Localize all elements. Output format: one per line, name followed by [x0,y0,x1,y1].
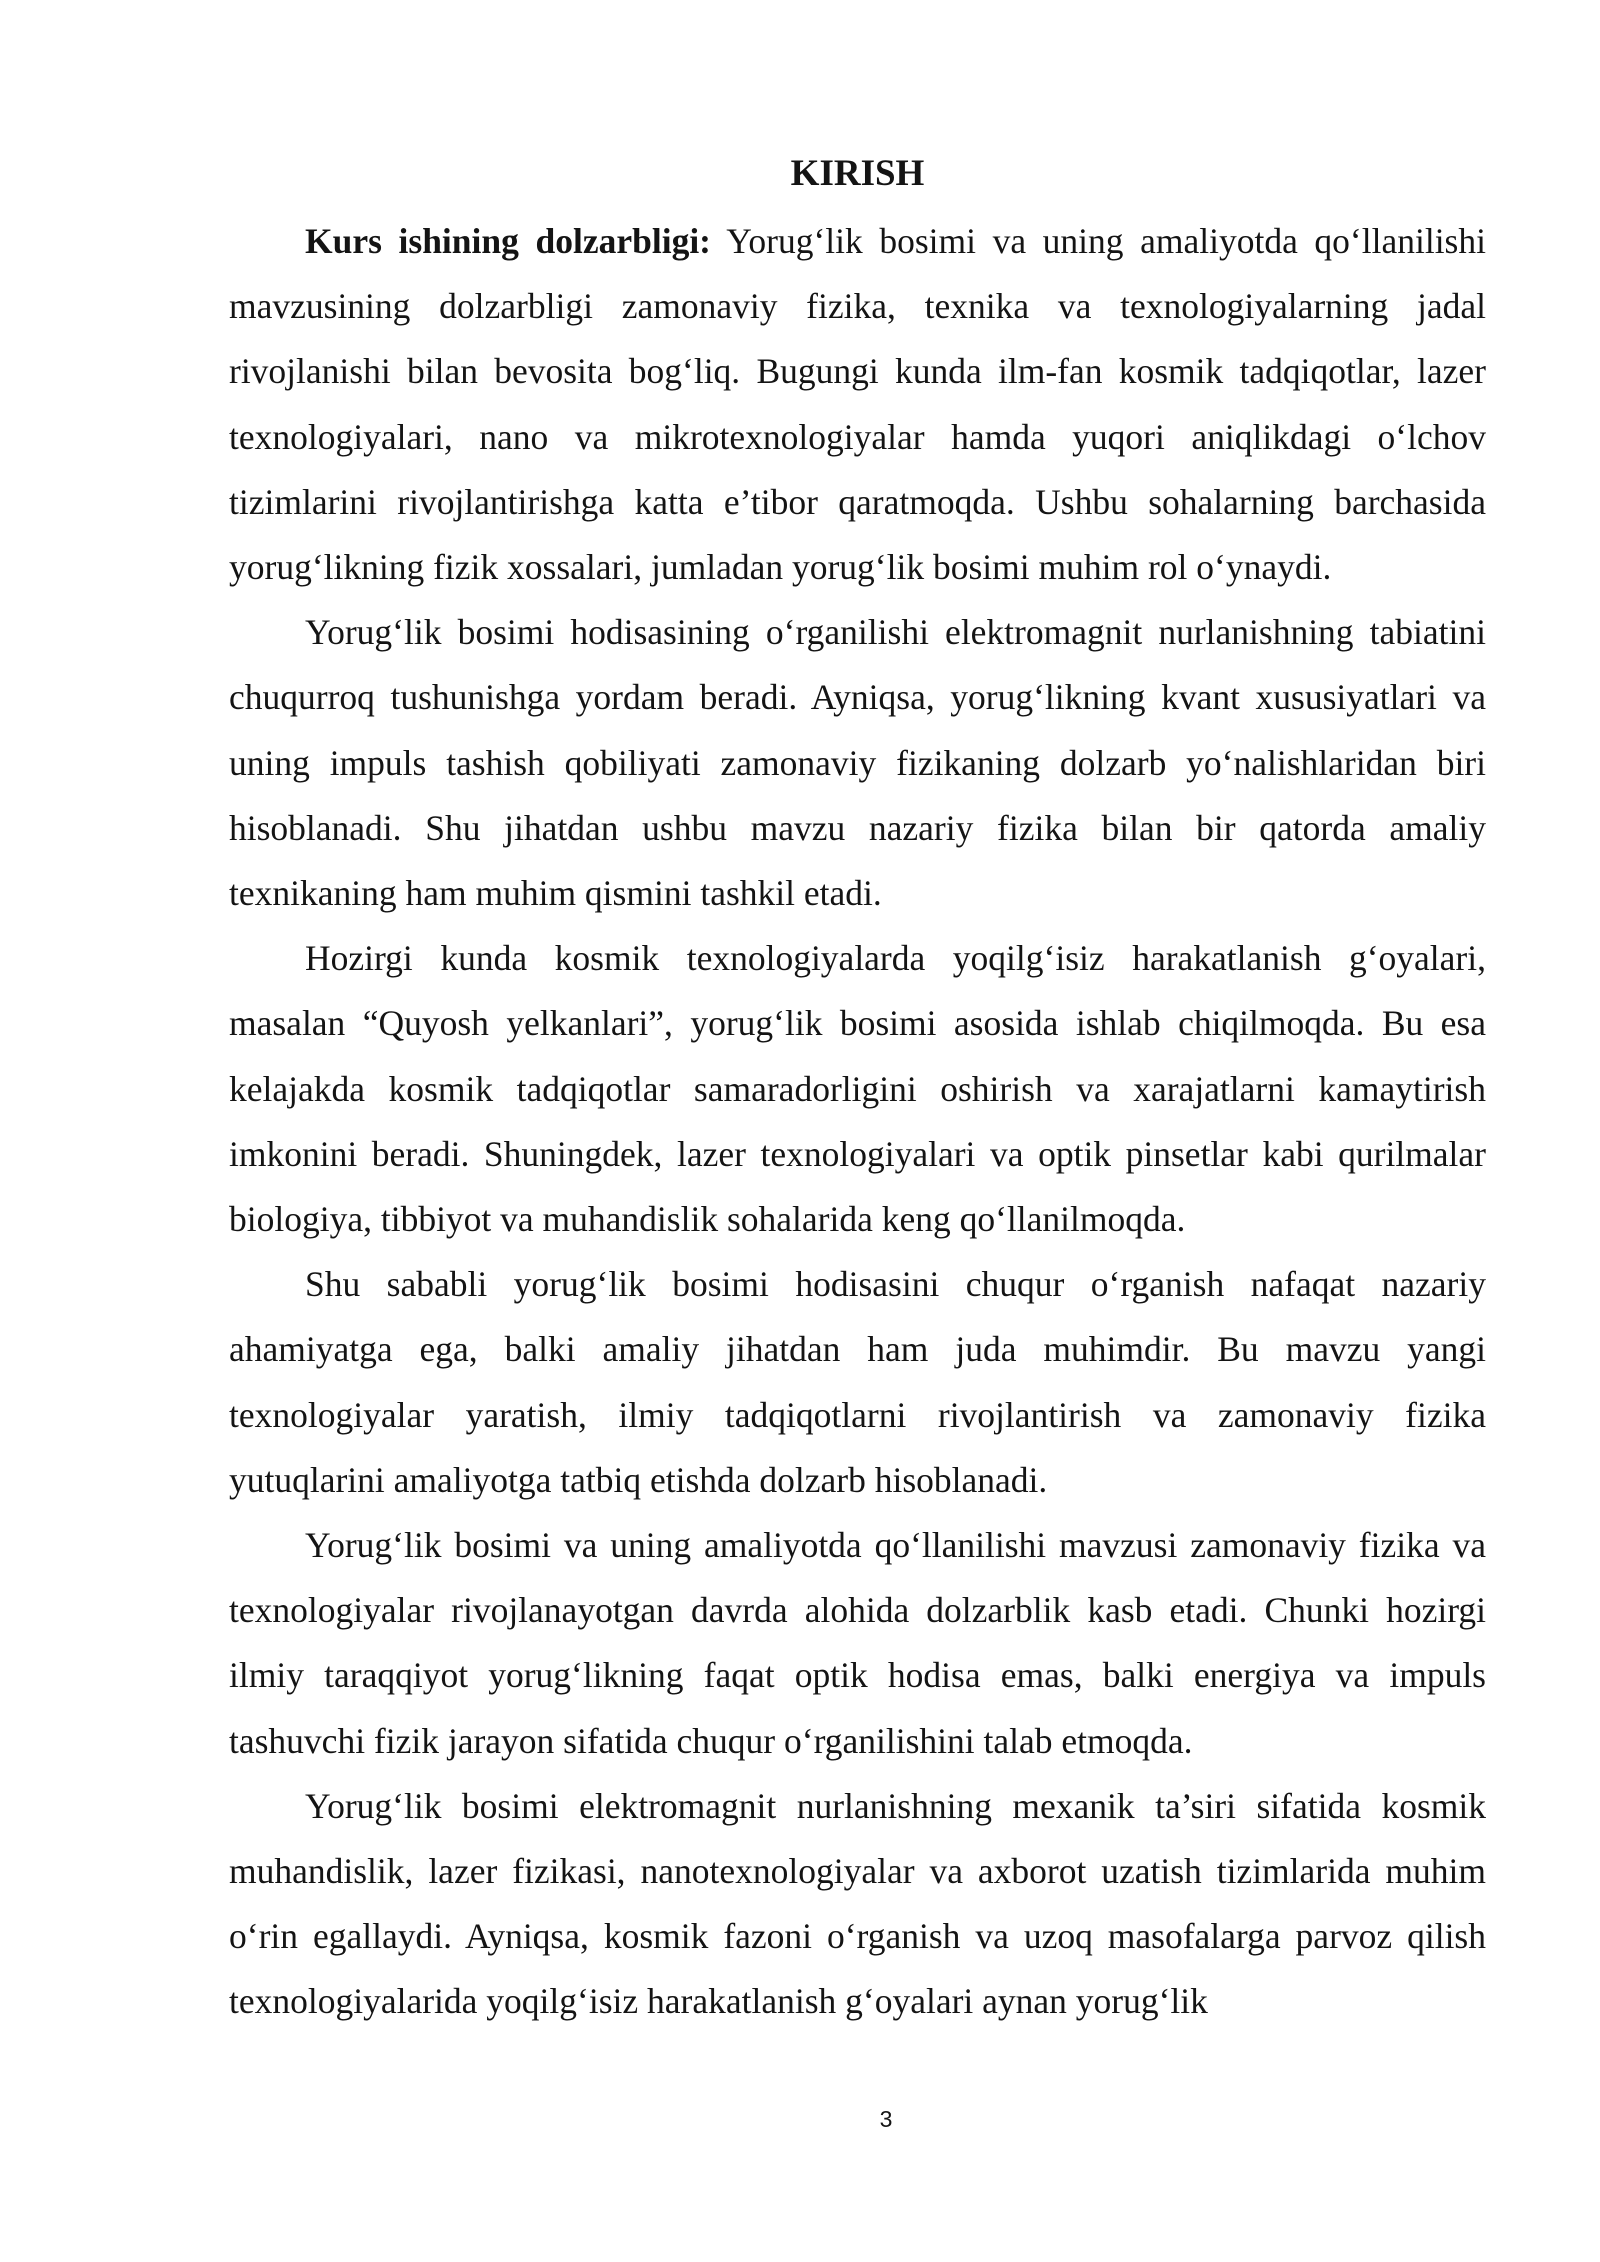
page-number: 3 [879,2106,893,2132]
document-body [229,209,1486,2035]
paragraph-lead: Kurs ishining dolzarbligi: [305,221,712,261]
paragraph: Yorug‘lik bosimi elektromagnit nurlanishning mexanik ta’siri sifatida kosmik muhandislik, lazer fizikasi, nanotexnologiyalar va axborot uzatish tizimlarida muhim o‘rin egallaydi. Ayniqsa, kosmik fazoni o‘rganish va uzoq masofalarga parvoz qilish texnologiyalarida yoqilg‘isiz harakatlanish g‘oyalari aynan yorug‘lik [229,1785,1486,2022]
paragraph: Yorug‘lik bosimi va uning amaliyotda qo‘llanilishi mavzusi zamonaviy fizika va texnologiyalar rivojlanayotgan davrda alohida dolzarblik kasb etadi. Chunki hozirgi ilmiy taraqqiyot yorug‘likning faqat optik hodisa emas, balki energiya va impuls tashuvchi fizik jarayon sifatida chuqur o‘rganilishini talab etmoqda. [229,1525,1486,1761]
paragraph-relevance [229,209,1486,600]
page-title: KIRISH [790,153,925,194]
paragraph: Yorug‘lik bosimi hodisasining o‘rganilishi elektromagnit nurlanishning tabiatini chuqurroq tushunishga yordam beradi. Ayniqsa, yorug‘likning kvant xususiyatlari va uning impuls tashish qobiliyati zamonaviy fizikaning dolzarb yo‘nalishlaridan biri hisoblanadi. Shu jihatdan ushbu mavzu nazariy fizika bilan bir qatorda amaliy texnikaning ham muhim qismini tashkil etadi. [229,612,1486,914]
paragraph: Hozirgi kunda kosmik texnologiyalarda yoqilg‘isiz harakatlanish g‘oyalari, masalan “Quyosh yelkanlari”, yorug‘lik bosimi asosida ishlab chiqilmoqda. Bu esa kelajakda kosmik tadqiqotlar samaradorligini oshirish va xarajatlarni kamaytirish imkonini beradi. Shuningdek, lazer texnologiyalari va optik pinsetlar kabi qurilmalar biologiya, tibbiyot va muhandislik sohalarida keng qo‘llanilmoqda. [229,938,1486,1240]
paragraph: Shu sababli yorug‘lik bosimi hodisasini chuqur o‘rganish nafaqat nazariy ahamiyatga ega, balki amaliy jihatdan ham juda muhimdir. Bu mavzu yangi texnologiyalar yaratish, ilmiy tadqiqotlarni rivojlantirish va zamonaviy fizika yutuqlarini amaliyotga tatbiq etishda dolzarb hisoblanadi. [229,1264,1486,1500]
paragraph-text: Yorug‘lik bosimi va uning amaliyotda qo‘llanilishi mavzusining dolzarbligi zamonaviy fizika, texnika va texnologiyalarning jadal rivojlanishi bilan bevosita bog‘liq. Bugungi kunda ilm-fan kosmik tadqiqotlar, lazer texnologiyalari, nano va mikrotexnologiyalar hamda yuqori aniqlikdagi o‘lchov tizimlarini rivojlantirishga katta e’tibor qaratmoqda. Ushbu sohalarning barchasida yorug‘likning fizik xossalari, jumladan yorug‘lik bosimi muhim rol o‘ynaydi. [229,221,1486,588]
